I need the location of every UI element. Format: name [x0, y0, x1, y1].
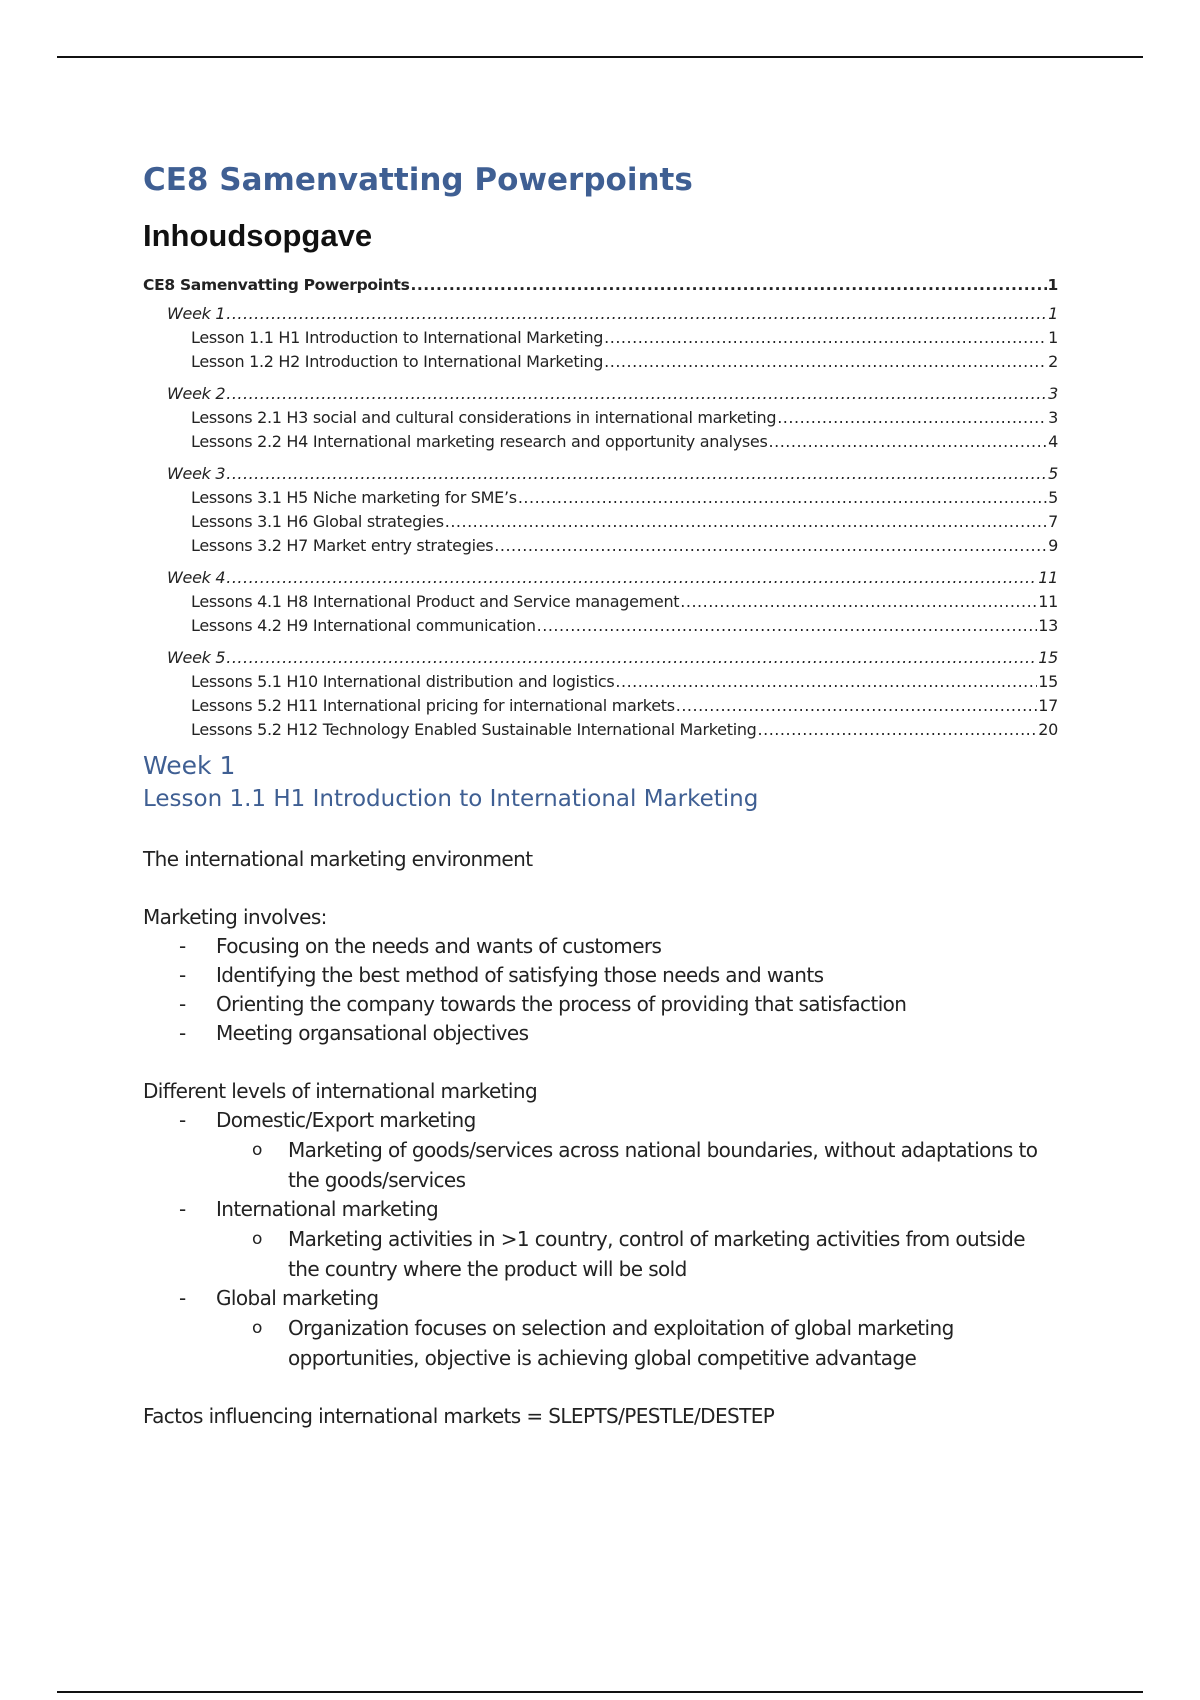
- list-item: - Meeting organsational objectives: [179, 1021, 529, 1045]
- toc-entry[interactable]: Lesson 1.1 H1 Introduction to International Marketing ..... 1: [143, 328, 1058, 352]
- list-item: - Identifying the best method of satisfying those needs and wants: [179, 963, 824, 987]
- factors-text: Factos influencing international markets = SLEPTS/PESTLE/DESTEP: [143, 1404, 775, 1428]
- toc-entry[interactable]: Lessons 3.1 H5 Niche marketing for SME’s ..... 5: [143, 488, 1058, 512]
- sub-list-item: o Marketing activities in >1 country, control of marketing activities from outside the country where the product will be sold: [252, 1227, 1025, 1281]
- toc-entry[interactable]: Lessons 4.2 H9 International communication ..... 13: [143, 616, 1058, 640]
- toc-entry[interactable]: Lessons 3.1 H6 Global strategies ..... 7: [143, 512, 1058, 536]
- table-of-contents: [143, 276, 1058, 744]
- marketing-involves-lead: Marketing involves:: [143, 905, 327, 929]
- week-heading: Week 1: [143, 751, 236, 780]
- toc-entry[interactable]: Week 2 ..... 3: [143, 384, 1058, 408]
- bottom-rule: [57, 1691, 1143, 1693]
- toc-entry[interactable]: Week 5 ..... 15: [143, 648, 1058, 672]
- toc-entry[interactable]: Week 3 ..... 5: [143, 464, 1058, 488]
- levels-lead: Different levels of international marketing: [143, 1079, 538, 1103]
- list-item: - Focusing on the needs and wants of customers: [179, 934, 662, 958]
- toc-entry[interactable]: Lessons 3.2 H7 Market entry strategies ..... 9: [143, 536, 1058, 560]
- lesson-heading: Lesson 1.1 H1 Introduction to International Marketing: [143, 786, 759, 812]
- document-body: [143, 160, 1058, 1431]
- lesson-body: [143, 816, 1058, 1431]
- document-title: CE8 Samenvatting Powerpoints: [143, 162, 693, 198]
- toc-entry[interactable]: Lessons 4.1 H8 International Product and Service management ..... 11: [143, 592, 1058, 616]
- toc-entry[interactable]: CE8 Samenvatting Powerpoints ..... 1: [143, 276, 1058, 304]
- list-item: - Global marketing: [179, 1286, 379, 1310]
- toc-entry[interactable]: Week 4 ..... 11: [143, 568, 1058, 592]
- toc-heading: Inhoudsopgave: [143, 218, 373, 253]
- sub-list-item: o Marketing of goods/services across national boundaries, without adaptations to the goods/services: [252, 1138, 1038, 1192]
- list-item: - Orienting the company towards the process of providing that satisfaction: [179, 992, 907, 1016]
- toc-entry[interactable]: Lessons 2.2 H4 International marketing research and opportunity analyses ..... 4: [143, 432, 1058, 456]
- toc-entry[interactable]: Lesson 1.2 H2 Introduction to International Marketing ..... 2: [143, 352, 1058, 376]
- top-rule: [57, 56, 1143, 58]
- intro-text: The international marketing environment: [143, 847, 533, 871]
- list-item: - Domestic/Export marketing: [179, 1108, 476, 1132]
- sub-list-item: o Organization focuses on selection and exploitation of global marketing opportunities, objective is achieving global competitive advantage: [252, 1316, 954, 1370]
- toc-entry[interactable]: Lessons 2.1 H3 social and cultural considerations in international marketing ..... 3: [143, 408, 1058, 432]
- toc-entry[interactable]: Lessons 5.1 H10 International distribution and logistics ..... 15: [143, 672, 1058, 696]
- toc-entry[interactable]: Lessons 5.2 H12 Technology Enabled Sustainable International Marketing ..... 20: [143, 720, 1058, 744]
- list-item: - International marketing: [179, 1197, 439, 1221]
- toc-entry[interactable]: Week 1 ..... 1: [143, 304, 1058, 328]
- toc-entry[interactable]: Lessons 5.2 H11 International pricing for international markets ..... 17: [143, 696, 1058, 720]
